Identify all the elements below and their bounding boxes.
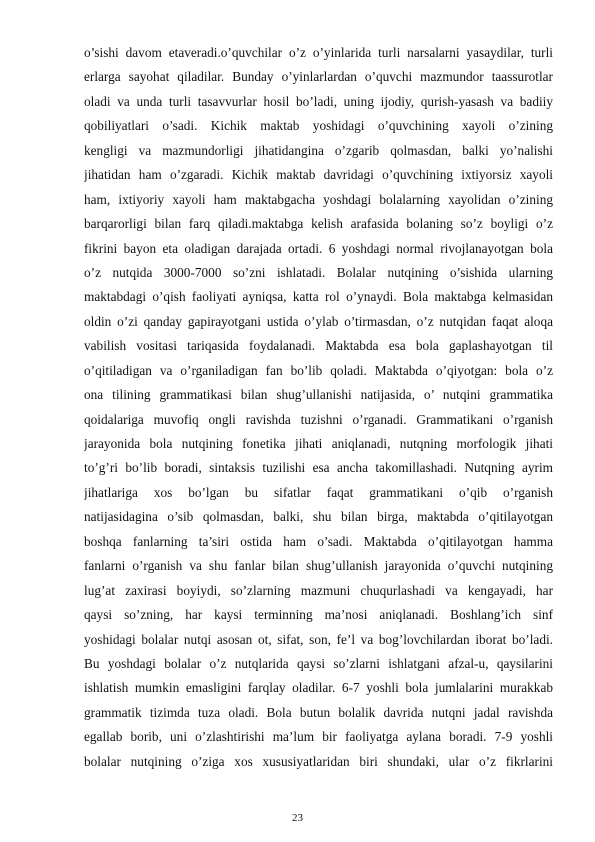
text-line: jihatidan ham o’zgaradi. Kichik maktab davridagi o’quvchining ixtiyorsiz xayoli xyxy=(84,167,553,183)
text-line: lug’at zaxirasi boyiydi, so’zlarning mazmuni chuqurlashadi va kengayadi, har xyxy=(84,582,553,598)
text-line: natijasidagina o’sib qolmasdan, balki, shu bilan birga, maktabda o’qitilayotgan xyxy=(84,509,553,525)
text-line: to’g’ri bo’lib boradi, sintaksis tuzilishi esa ancha takomillashadi. Nutqning ayrim xyxy=(84,460,553,476)
text-line: qoidalariga muvofiq ongli ravishda tuzishni o’rganadi. Grammatikani o’rganish xyxy=(84,411,553,427)
text-line: grammatik tizimda tuza oladi. Bola butun bolalik davrida nutqni jadal ravishda xyxy=(84,704,553,720)
text-line: bolalar nutqining o’ziga xos xususiyatlaridan biri shundaki, ular o’z fikrlarini xyxy=(84,753,553,769)
text-line: qobiliyatlari o’sadi. Kichik maktab yoshidagi o’quvchining xayoli o’zining xyxy=(84,118,553,134)
text-line: qaysi so’zning, har kaysi terminning ma’nosi aniqlanadi. Boshlang’ich sinf xyxy=(84,607,553,623)
text-line: boshqa fanlarning ta’siri ostida ham o’sadi. Maktabda o’qitilayotgan hamma xyxy=(84,533,553,549)
page-number: 23 xyxy=(292,812,303,824)
text-line: o’z nutqida 3000-7000 so’zni ishlatadi. Bolalar nutqining o’sishida ularning xyxy=(84,264,553,280)
text-line: fikrini bayon eta oladigan darajada ortadi. 6 yoshdagi normal rivojlanayotgan bola xyxy=(84,240,553,256)
text-line: o’qitiladigan va o’rganiladigan fan bo’lib qoladi. Maktabda o’qiyotgan: bola o’z xyxy=(84,362,553,378)
text-line: oldin o’zi qanday gapirayotgani ustida o’ylab o’tirmasdan, o’z nutqidan faqat aloqa xyxy=(84,313,553,329)
text-line: oladi va unda turli tasavvurlar hosil bo’ladi, uning ijodiy, qurish-yasash va badiiy xyxy=(84,93,553,109)
text-line: o’sishi davom etaveradi.o’quvchilar o’z o’yinlarida turli narsalarni yasaydilar, turli xyxy=(84,45,553,60)
text-line: jarayonida bola nutqining fonetika jihati aniqlanadi, nutqning morfologik jihati xyxy=(84,436,553,451)
text-line: vabilish vositasi tariqasida foydalanadi. Maktabda esa bola gaplashayotgan til xyxy=(84,338,553,354)
text-line: Bu yoshdagi bolalar o’z nutqlarida qaysi so’zlarni ishlatgani afzal-u, qaysilarini xyxy=(84,655,553,671)
text-line: ona tilining grammatikasi bilan shug’ullanishi natijasida, o’ nutqini grammatika xyxy=(84,387,553,403)
text-line: egallab borib, uni o’zlashtirishi ma’lum bir faoliyatga aylana boradi. 7-9 yoshli xyxy=(84,729,553,745)
text-line: kengligi va mazmundorligi jihatidangina o’zgarib qolmasdan, balki yo’nalishi xyxy=(84,142,553,158)
text-line: barqarorligi bilan farq qiladi.maktabga kelish arafasida bolaning so’z boyligi o’z xyxy=(84,216,553,232)
text-line: maktabdagi o’qish faoliyati ayniqsa, katta rol o’ynaydi. Bola maktabga kelmasidan xyxy=(84,289,553,305)
text-line: yoshidagi bolalar nutqi asosan ot, sifat, son, fe’l va bog’lovchilardan iborat bo’ladi. xyxy=(84,631,553,647)
body-text xyxy=(84,41,553,774)
text-line: jihatlariga xos bo’lgan bu sifatlar faqat grammatikani o’qib o’rganish xyxy=(84,484,553,500)
text-line: ishlatish mumkin emasligini farqlay oladilar. 6-7 yoshli bola jumlalarini murakkab xyxy=(84,680,553,696)
text-line: fanlarni o’rganish va shu fanlar bilan shug’ullanish jarayonida o’quvchi nutqining xyxy=(84,558,553,574)
text-line: ham, ixtiyoriy xayoli ham maktabgacha yoshdagi bolalarning xayolidan o’zining xyxy=(84,191,553,207)
text-line: erlarga sayohat qiladilar. Bunday o’yinlarlardan o’quvchi mazmundor taassurotlar xyxy=(84,69,553,85)
